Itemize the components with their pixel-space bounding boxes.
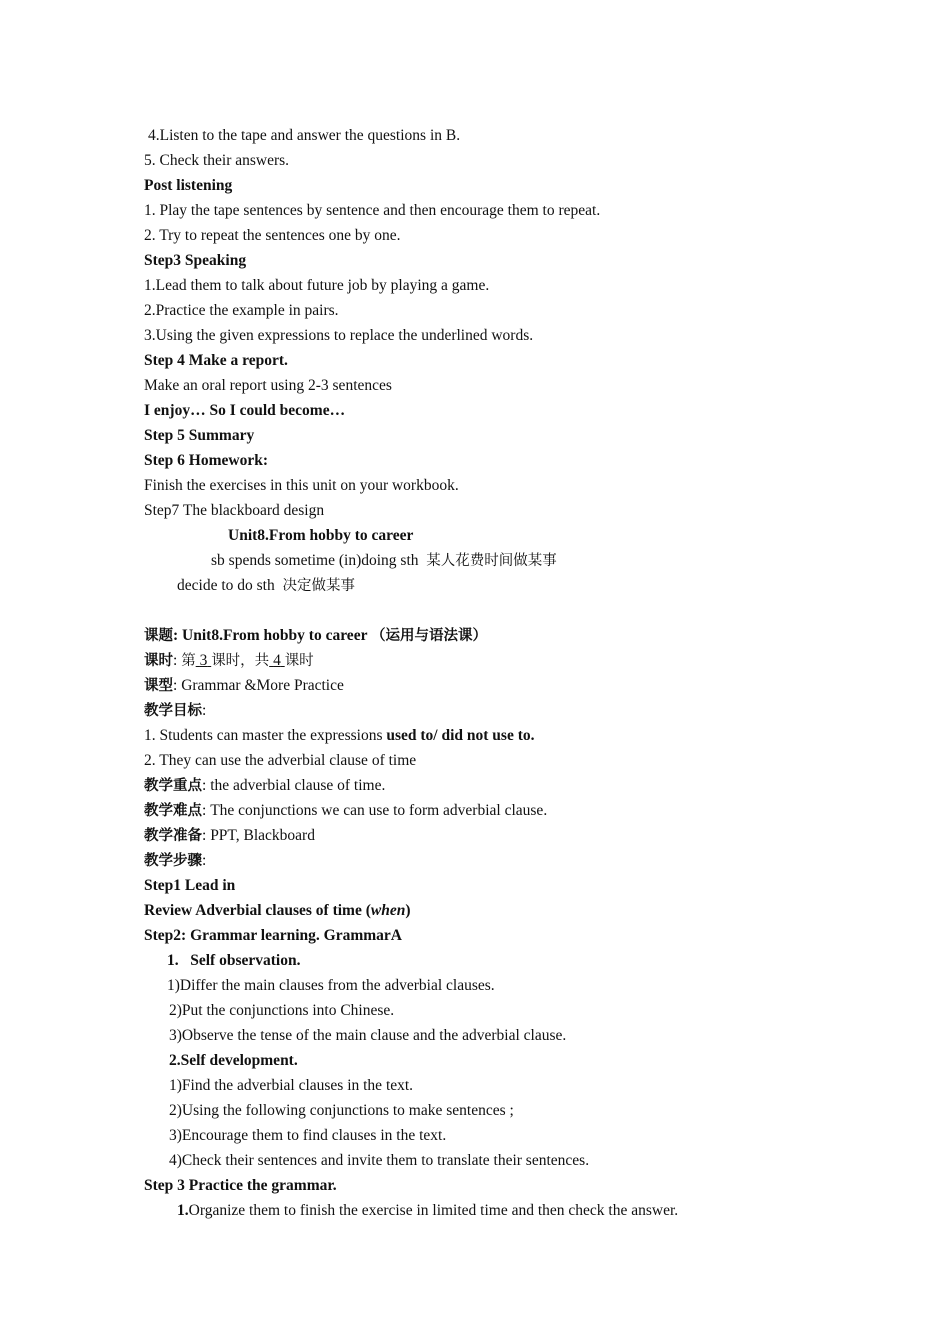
field-label: 教学难点 — [144, 803, 202, 819]
text-line: 2. Try to repeat the sentences one by one. — [144, 227, 401, 244]
goal-item: 2. They can use the adverbial clause of time — [144, 752, 417, 769]
section-heading: Step 3 Practice the grammar. — [144, 1177, 337, 1194]
goal-item: 1. Students can master the expressions used to/ did not use to. — [144, 727, 535, 744]
teaching-steps-label: 教学步骤: — [144, 852, 207, 869]
teaching-preparation: 教学准备: PPT, Blackboard — [144, 827, 315, 844]
subsection-heading: 1. Self observation. — [167, 952, 301, 969]
list-item: 1)Find the adverbial clauses in the text. — [169, 1077, 414, 1094]
section-heading: Step1 Lead in — [144, 877, 236, 894]
expression: decide to do sth — [177, 577, 275, 594]
key-point: 教学重点: the adverbial clause of time. — [144, 777, 386, 794]
section-heading: Post listening — [144, 177, 233, 194]
section-heading: Step2: Grammar learning. GrammarA — [144, 927, 402, 944]
lesson-topic: 课题: Unit8.From hobby to career （运用与语法课） — [144, 627, 488, 644]
text-line-bold: I enjoy… So I could become… — [144, 402, 346, 419]
lesson-period: 课时: 第 3 课时，共 4 课时 — [144, 652, 314, 669]
expression-translation: 某人花费时间做某事 — [426, 553, 557, 569]
field-label: 教学重点 — [144, 778, 202, 794]
text-line: Make an oral report using 2-3 sentences — [144, 377, 392, 394]
list-item: 1)Differ the main clauses from the adverbial clauses. — [167, 977, 495, 994]
field-label: 教学目标 — [144, 703, 202, 719]
list-number: 1. — [177, 1202, 189, 1219]
list-item: 3)Observe the tense of the main clause and the adverbial clause. — [169, 1027, 567, 1044]
text-line: 4.Listen to the tape and answer the questions in B. — [148, 127, 461, 144]
field-label: 课型 — [144, 678, 173, 694]
list-item: 4)Check their sentences and invite them to translate their sentences. — [169, 1152, 590, 1169]
text-line: 2.Practice the example in pairs. — [144, 302, 339, 319]
list-item: 3)Encourage them to find clauses in the text. — [169, 1127, 447, 1144]
lesson-type-note: （运用与语法课） — [371, 628, 488, 644]
field-label: 教学准备 — [144, 828, 202, 844]
text-line: 1. Play the tape sentences by sentence and then encourage them to repeat. — [144, 202, 601, 219]
subsection-heading: 2.Self development. — [169, 1052, 298, 1069]
section-heading: Step 5 Summary — [144, 427, 255, 444]
field-label: 课时 — [144, 653, 173, 669]
section-heading: Review Adverbial clauses of time (when) — [144, 902, 411, 919]
field-label: 教学步骤 — [144, 853, 202, 869]
teaching-goals-label: 教学目标: — [144, 702, 207, 719]
list-item: 2)Using the following conjunctions to make sentences ; — [169, 1102, 514, 1119]
text-line: 1.Lead them to talk about future job by playing a game. — [144, 277, 490, 294]
blackboard-title: Unit8.From hobby to career — [228, 527, 414, 544]
text-line: Finish the exercises in this unit on your workbook. — [144, 477, 459, 494]
text-line: 5. Check their answers. — [144, 152, 290, 169]
field-value: Unit8.From hobby to career — [182, 627, 368, 644]
section-heading: Step3 Speaking — [144, 252, 247, 269]
field-value: Grammar &More Practice — [181, 677, 344, 694]
lesson-type: 课型: Grammar &More Practice — [144, 677, 344, 694]
section-heading: Step 4 Make a report. — [144, 352, 288, 369]
period-total: 4 — [273, 652, 281, 669]
list-number: 1. — [167, 952, 179, 969]
blackboard-line — [211, 551, 557, 571]
list-item: 2)Put the conjunctions into Chinese. — [169, 1002, 395, 1019]
blackboard-line — [177, 576, 355, 596]
difficult-point: 教学难点: The conjunctions we can use to form adverbial clause. — [144, 802, 548, 819]
field-label: 课题 — [144, 628, 173, 644]
field-value: the adverbial clause of time. — [210, 777, 386, 794]
expression: sb spends sometime (in)doing sth — [211, 552, 419, 569]
list-item: 1.Organize them to finish the exercise in limited time and then check the answer. — [177, 1202, 679, 1219]
expression-translation: 决定做某事 — [282, 578, 355, 594]
section-heading: Step 6 Homework: — [144, 452, 268, 469]
field-value: PPT, Blackboard — [210, 827, 315, 844]
text-line: 3.Using the given expressions to replace the underlined words. — [144, 327, 534, 344]
period-number: 3 — [199, 652, 208, 669]
text-line: Step7 The blackboard design — [144, 502, 325, 519]
field-value: The conjunctions we can use to form adverbial clause. — [210, 802, 548, 819]
